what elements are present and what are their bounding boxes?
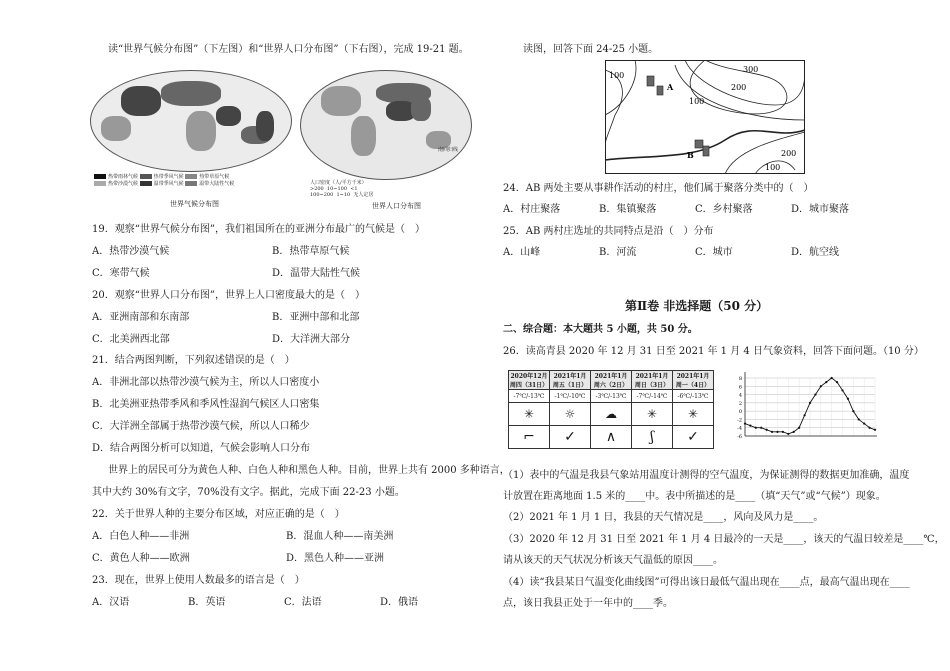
- option-21c: C．大洋洲全部属于热带沙漠气候，所以人口稀少: [92, 421, 310, 432]
- option-21d: D．结合两图分析可以知道，气候会影响人口分布: [92, 443, 311, 454]
- option-19a: A．热带沙漠气候: [92, 246, 170, 257]
- temperature-point: [809, 402, 811, 404]
- tropic-label: 南回归线: [438, 147, 459, 153]
- cloudy-icon: ☁: [591, 403, 632, 426]
- question-26: 26．读高青县 2020 年 12 月 31 日至 2021 年 1 月 4 日气象资料，回答下面问题。（10 分）: [503, 346, 924, 357]
- option-20d: D．大洋洲大部分: [272, 334, 351, 345]
- temperature-point: [766, 429, 768, 431]
- temperature-point: [771, 431, 773, 433]
- option-25d: D．航空线: [791, 247, 840, 258]
- wind-icon: ✓: [550, 426, 591, 449]
- option-25b: B．河流: [599, 247, 637, 258]
- temperature-point: [820, 385, 822, 387]
- option-23b: B．英语: [188, 597, 226, 608]
- contour-label-b: B: [687, 150, 694, 160]
- sub-question-4b: 点，该日我县正处于一年中的____季。: [503, 598, 673, 609]
- weather-header-4: 2021年1月 周日（3日）: [632, 371, 673, 390]
- weather-temp-3: -3℃/-13℃: [591, 390, 632, 403]
- sub-question-2: （2）2021 年 1 月 1 日，我县的天气情况是____，风向及风力是____。: [503, 512, 824, 523]
- temperature-point: [760, 427, 762, 429]
- population-map: [300, 62, 475, 212]
- weather-temp-1: -7℃/-13℃: [509, 390, 550, 403]
- y-tick-label: 0: [738, 409, 742, 416]
- question-23: 23．现在，世界上使用人数最多的语言是（ ）: [92, 575, 305, 586]
- temperature-point: [836, 381, 838, 383]
- weather-header-1: 2020年12月 周四（31日）: [509, 371, 550, 390]
- option-25a: A．山峰: [503, 247, 541, 258]
- y-tick-label: -2: [737, 417, 742, 424]
- option-24c: C．乡村聚落: [695, 204, 753, 215]
- temperature-point: [814, 393, 816, 395]
- contour-map: [605, 60, 805, 174]
- question-19: 19．观察“世界气候分布图”，我们祖国所在的亚洲分布最广的气候是（ ）: [92, 224, 425, 235]
- option-22a: A．白色人种——非洲: [92, 531, 190, 542]
- temperature-point: [841, 389, 843, 391]
- option-20c: C．北美洲西北部: [92, 334, 170, 345]
- temperature-point: [863, 422, 865, 424]
- temperature-point: [744, 422, 746, 424]
- question-25: 25．AB 两村庄选址的共同特点是沿（ ）分布: [503, 226, 714, 237]
- question-22: 22．关于世界人种的主要分布区域，对应正确的是（ ）: [92, 509, 345, 520]
- climate-map: [88, 62, 298, 212]
- wind-icon: ∧: [591, 426, 632, 449]
- option-24a: A．村庄聚落: [503, 204, 561, 215]
- climate-map-caption: 世界气候分布图: [170, 200, 219, 208]
- climate-legend: 热带雨林气候 热带季风气候 热带草原气候 热带沙漠气候 温带季风气候 温带大陆性气候: [94, 174, 294, 188]
- temperature-point: [852, 410, 854, 412]
- sub-question-1a: （1）表中的气温是我县气象站用温度计测得的空气温度，为保证测得的数据更加准确，温度: [503, 470, 910, 481]
- temperature-chart: [727, 366, 897, 462]
- option-22b: B．混血人种——南美洲: [286, 531, 394, 542]
- weather-header-2: 2021年1月 周五（1日）: [550, 371, 591, 390]
- temperature-point: [798, 427, 800, 429]
- temperature-point: [825, 381, 827, 383]
- option-20a: A．亚洲南部和东南部: [92, 312, 190, 323]
- option-22c: C．黄色人种——欧洲: [92, 553, 190, 564]
- sub-question-4a: （4）读“我县某日气温变化曲线图”可得出该日最低气温出现在____点，最高气温出现在____: [503, 577, 910, 588]
- y-tick-label: 2: [738, 400, 742, 407]
- snow-icon: ✳: [673, 403, 714, 426]
- temperature-point: [847, 398, 849, 400]
- weather-temp-5: -6℃/-13℃: [673, 390, 714, 403]
- y-tick-label: -6: [737, 434, 742, 440]
- contour-label-100-top: 100: [609, 71, 625, 80]
- weather-header-3: 2021年1月 周六（2日）: [591, 371, 632, 390]
- contour-label-300: 300: [743, 65, 759, 74]
- option-19c: C．寒带气候: [92, 268, 150, 279]
- temperature-point: [776, 431, 778, 433]
- option-21b: B．北美洲亚热带季风和季风性湿润气候区人口密集: [92, 399, 320, 410]
- y-tick-label: 4: [738, 392, 742, 399]
- weather-temp-2: -1℃/-10℃: [550, 390, 591, 403]
- passage-line-2: 其中大约 30%有文字，70%没有文字。据此，完成下面 22-23 小题。: [92, 487, 405, 498]
- contour-label-a: A: [667, 82, 674, 92]
- sub-question-3b: 请从该天的天气状况分析该天气温低的原因____。: [503, 555, 723, 566]
- temperature-point: [787, 433, 789, 435]
- snow-icon: ✳: [509, 403, 550, 426]
- temperature-point: [831, 377, 833, 379]
- option-19b: B．热带草原气候: [272, 246, 350, 257]
- wind-icon: ⌐: [509, 426, 550, 449]
- option-24d: D．城市聚落: [791, 204, 850, 215]
- temperature-point: [858, 418, 860, 420]
- section-heading: 二、综合题：本大题共 5 小题，共 50 分。: [503, 324, 698, 335]
- intro-24-25: 读图，回答下面 24-25 小题。: [523, 44, 659, 55]
- snow-icon: ✳: [632, 403, 673, 426]
- contour-label-200-mid: 200: [731, 83, 747, 92]
- population-map-caption: 世界人口分布图: [372, 202, 421, 210]
- y-tick-label: 6: [738, 384, 742, 391]
- temperature-point: [793, 431, 795, 433]
- option-23d: D．俄语: [380, 597, 419, 608]
- option-20b: B．亚洲中部和北部: [272, 312, 360, 323]
- right-column: [475, 0, 950, 671]
- question-21: 21．结合两图判断，下列叙述错误的是（ ）: [92, 355, 295, 366]
- weather-temp-4: -7℃/-14℃: [632, 390, 673, 403]
- temperature-point: [874, 429, 876, 431]
- temperature-point: [755, 427, 757, 429]
- option-24b: B．集镇聚落: [599, 204, 657, 215]
- weather-header-5: 2021年1月 周一（4日）: [673, 371, 714, 390]
- contour-label-200-right: 200: [781, 149, 797, 158]
- temperature-point: [803, 414, 805, 416]
- passage-line-1: 世界上的居民可分为黄色人种、白色人种和黑色人种。目前，世界上共有 2000 多种语言，: [108, 465, 510, 476]
- question-20: 20．观察“世界人口分布图”，世界上人口密度最大的是（ ）: [92, 290, 365, 301]
- option-21a: A．非洲北部以热带沙漠气候为主，所以人口密度小: [92, 377, 320, 388]
- sub-question-3a: （3）2020 年 12 月 31 日至 2021 年 1 月 4 日最冷的一天是____，该天的气温日较差是____℃，: [503, 534, 945, 545]
- temperature-point: [782, 431, 784, 433]
- question-24: 24．AB 两处主要从事耕作活动的村庄，他们属于聚落分类中的（ ）: [503, 183, 814, 194]
- sunny-icon: ☼: [550, 403, 591, 426]
- option-22d: D．黑色人种——亚洲: [286, 553, 385, 564]
- option-25c: C．城市: [695, 247, 733, 258]
- temperature-point: [868, 427, 870, 429]
- option-23a: A．汉语: [92, 597, 130, 608]
- intro-19-21: 读“世界气候分布图”（下左图）和“世界人口分布图”（下右图），完成 19-21 题。: [108, 44, 469, 55]
- temperature-point: [749, 425, 751, 427]
- wind-icon: ✓: [673, 426, 714, 449]
- option-23c: C．法语: [284, 597, 322, 608]
- weather-table: [508, 370, 714, 449]
- part2-title: 第Ⅱ卷 非选择题（50 分）: [625, 299, 769, 313]
- y-tick-label: 8: [738, 376, 742, 382]
- y-tick-label: -4: [737, 425, 742, 432]
- wind-icon: ʃ: [632, 426, 673, 449]
- contour-label-100-right: 100: [765, 163, 781, 172]
- population-legend: 人口密度（人/平方千米） >200 10~100 <1 100~200 1~10 无人定居: [310, 180, 374, 198]
- sub-question-1b: 计放置在距离地面 1.5 米的____中。表中所描述的是____（填“天气”或“气候”）现象。: [503, 491, 886, 502]
- option-19d: D．温带大陆性气候: [272, 268, 361, 279]
- contour-label-100-mid: 100: [689, 97, 705, 106]
